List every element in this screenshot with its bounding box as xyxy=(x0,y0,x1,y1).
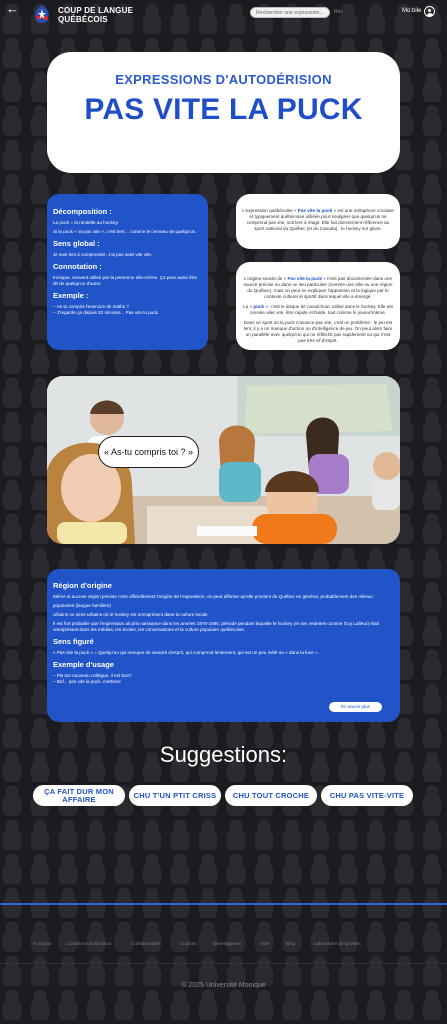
region-text-1: Même si aucune région précise n'est officiellement l'origine de l'expression, on peut affirmer qu'elle provient du Québec en général, probablement des milieux : xyxy=(53,594,376,599)
decomposition-text-2: Si la puck « va pas vite », c'est lent… comme le cerveau de quelqu'un. xyxy=(53,229,197,234)
connotation-text: Ironique, souvent utilisé par la personne elle-même. Ça peut aussi être dit de quelqu'un d'autre. xyxy=(53,275,198,286)
footer-link-developers[interactable]: Développeurs xyxy=(213,941,242,946)
logo-fleur-icon xyxy=(32,4,52,26)
example-heading: Exemple : xyxy=(53,291,89,300)
hero-subtitle: EXPRESSIONS D'AUTODÉRISION xyxy=(115,72,332,87)
suggestion-pill-3[interactable]: CHU TOUT CROCHE xyxy=(225,785,317,806)
suggestion-pill-4[interactable]: CHU PAS VITE-VITE xyxy=(321,785,413,806)
origin-explanation-card xyxy=(236,262,400,350)
footer-link-help[interactable]: Aide xyxy=(260,941,270,946)
suggestions-heading: Suggestions: xyxy=(159,742,288,767)
usage-line-2: – Bof... pas vite la puck, mettons! xyxy=(53,679,121,684)
suggestion-pill-1[interactable]: ÇA FAIT DUR MON AFFAIRE xyxy=(33,785,125,806)
search-input[interactable]: Rechercher une expression... xyxy=(250,7,330,18)
summary-highlight: Pas vite la puck xyxy=(297,208,333,213)
brand-line-2: QUÉBÉCOIS xyxy=(58,15,108,24)
example-line-2: – J'regarde ça depuis 20 minutes... Pas vite la puck. xyxy=(53,310,160,315)
footer-link-terms[interactable]: Conditions d'utilisation xyxy=(66,941,112,946)
footer-link-privacy[interactable]: Confidentialité xyxy=(131,941,161,946)
connotation-heading: Connotation : xyxy=(53,262,102,271)
origin-explanation-p3: Dans un sport où la puck n'avance pas vite, c'est un problème : le jeu est lent, il y a un manque d'action ou d'intelligence de jeu. On peut alors faire un parallèle avec quelqu'un qui ne réfléchit pas rapidement ou qui n'est pas très vif d'esprit. xyxy=(243,320,393,343)
brand-line-1: COUP DE LANGUE xyxy=(58,6,134,15)
footer-divider xyxy=(0,903,447,905)
origin-explanation-p1 xyxy=(242,276,394,300)
user-account-icon[interactable] xyxy=(424,6,435,17)
summary-text-start: L'expression québécoise « xyxy=(242,208,298,213)
p2-end: », c'est le disque de caoutchouc utilisé dans le hockey. Elle est censée aller vite, être rapide et fluide, tout comme le joueur/même. xyxy=(250,304,393,315)
footer-link-cookies[interactable]: Cookies xyxy=(180,941,197,946)
account-label[interactable]: Mo:bile xyxy=(402,8,422,14)
suggestion-pill-2[interactable]: CHU T'UN PTIT CRISS xyxy=(129,785,221,806)
global-heading: Sens global : xyxy=(53,239,100,248)
p2-highlight: puck xyxy=(253,304,265,309)
origin-explanation-p2 xyxy=(242,304,394,316)
summary-card xyxy=(236,194,400,249)
hero-card xyxy=(47,52,400,173)
origin-card xyxy=(47,569,400,722)
page-title: PAS VITE LA PUCK xyxy=(84,93,363,126)
decomposition-text-1: La puck = la rondelle au hockey. xyxy=(53,220,119,225)
definition-card xyxy=(47,194,208,350)
figure-heading: Sens figuré xyxy=(53,637,94,646)
search-button[interactable]: Rec xyxy=(334,9,343,15)
p1-highlight: Pas vite la puck xyxy=(287,276,322,281)
region-text-2: populaires (langue familière) xyxy=(53,603,111,608)
back-arrow-icon[interactable]: ← xyxy=(6,1,19,16)
region-heading: Région d'origine xyxy=(53,581,112,590)
read-more-button[interactable]: En savoir plus xyxy=(329,702,382,712)
usage-line-1: – Pis ton nouveau collègue, il est bon? xyxy=(53,673,132,678)
usage-heading: Exemple d'usage xyxy=(53,660,114,669)
footer-separator xyxy=(0,963,447,964)
footer-link-lab[interactable]: Laboratoire de Québec xyxy=(314,941,361,946)
global-text: Je suis lent à comprendre. J'ai pas saisi vite vite. xyxy=(53,252,153,257)
footer-link-about[interactable]: À propos xyxy=(33,941,52,946)
region-text-3: urbains ou semi-urbains où le hockey est omniprésent dans la culture locale xyxy=(53,612,208,617)
p1-start: L'origine exacte de « xyxy=(243,276,288,281)
example-line-1: – As-tu compris l'exercice de maths ? xyxy=(53,304,129,309)
p2-start: La « xyxy=(243,304,254,309)
region-text-4: Il est fort probable que l'expression ait pris naissance dans les années 1970-1980, période pendant laquelle le hockey (et ses vedettes comme Guy Lafleur) était omniprésent dans les médias, les écoles, les conversations et la culture populaire québécoise. xyxy=(53,621,379,632)
decomposition-heading: Décomposition : xyxy=(53,207,112,216)
footer-link-blog[interactable]: Blog xyxy=(286,941,296,946)
speech-bubble: « As-tu compris toi ? » xyxy=(98,436,199,468)
summary-text-end: » est une métaphore cocasse et typiquement québécoise utilisée pour souligner que quelqu'un ne comprend pas vite, soit lent à réagir. Elle fait directement référence au sport national du Québec (et du Canada) : le hockey sur glace. xyxy=(246,208,394,231)
copyright-text: © 2025 Université Monique xyxy=(181,982,266,989)
p1-end: » n'est pas documentée dans une source précise ou dans un lieu particulier (comme une ville ou une région du Québec), mais on peut en expliquer l'apparition et la logique par le contexte culturel et sportif dans lequel elle a émergé. xyxy=(243,276,393,299)
figure-text: « Pas vite la puck » = Quelqu'un qui manque de vivacité d'esprit, qui comprend lentement, qui est un peu mêlé ou « dans la lune ». xyxy=(53,650,319,655)
brand-name[interactable] xyxy=(58,6,133,24)
